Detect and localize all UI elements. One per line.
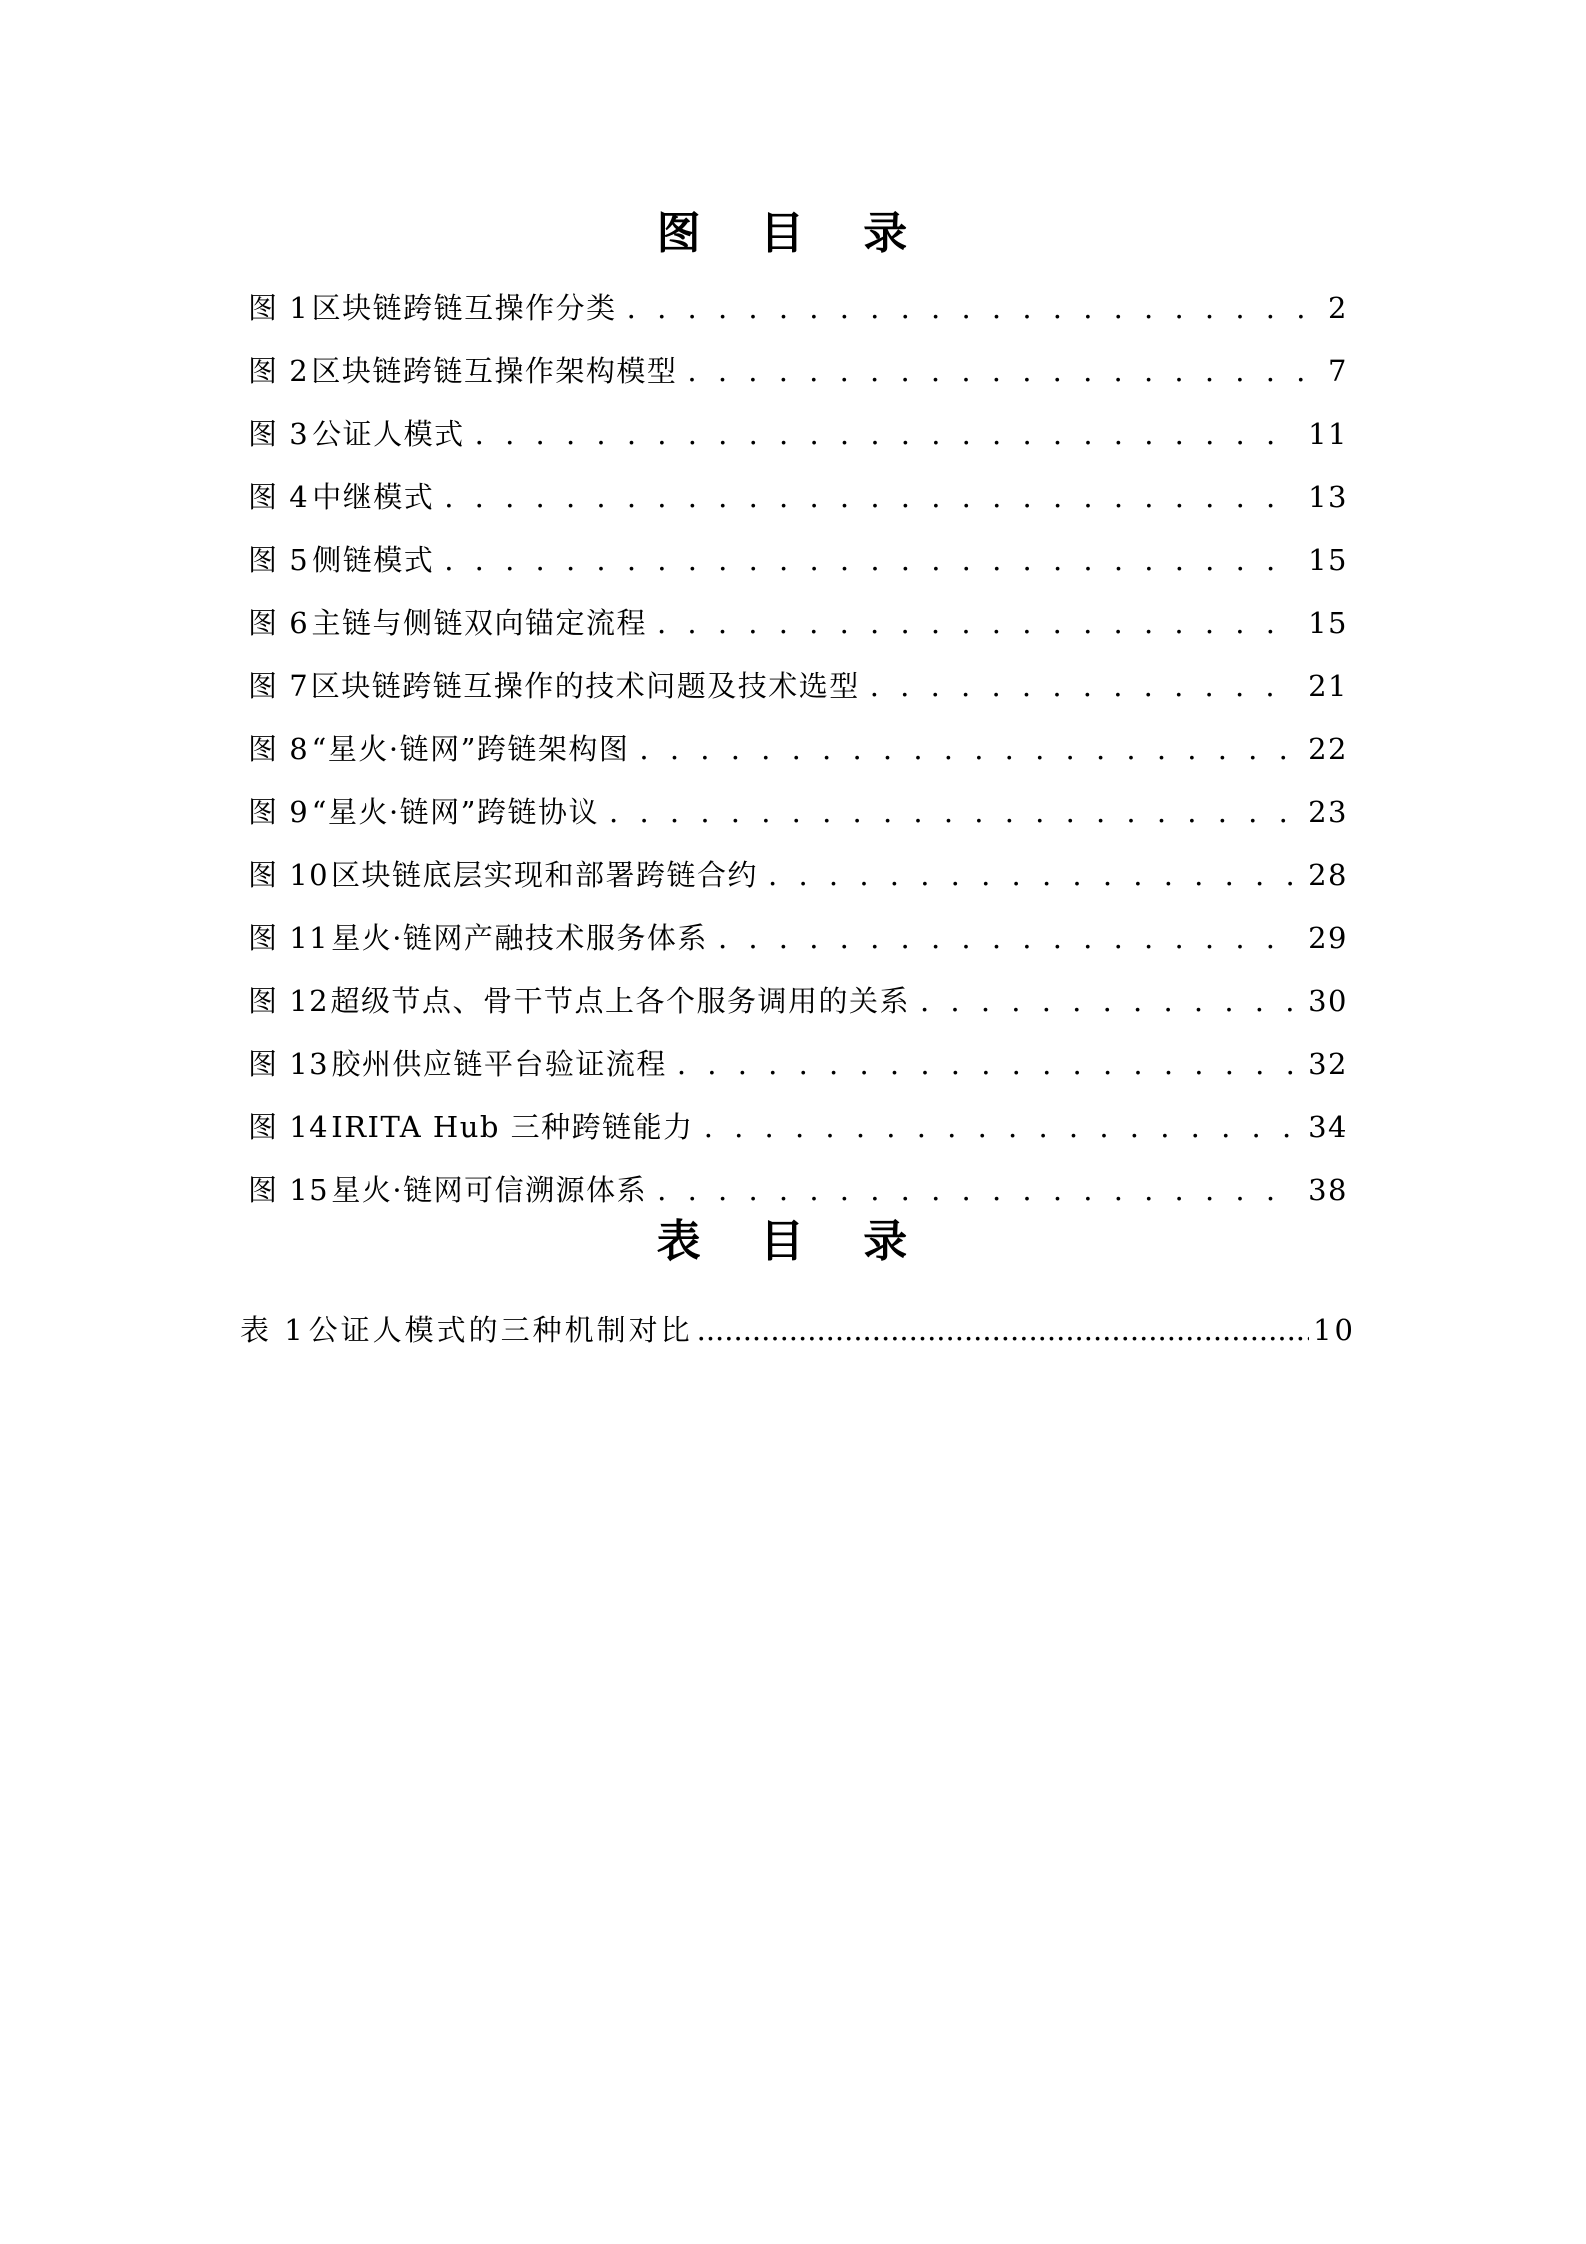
entry-label: 图 11 — [248, 921, 330, 955]
figure-toc-entry[interactable] — [248, 664, 1348, 727]
table-toc-heading: 表 目 录 — [656, 1216, 930, 1267]
figure-toc-entry[interactable] — [248, 475, 1348, 538]
entry-page-number: 23 — [1308, 795, 1348, 829]
entry-label: 图 4 — [248, 480, 310, 514]
entry-page-number: 15 — [1308, 543, 1348, 577]
entry-title: 超级节点、骨干节点上各个服务调用的关系 — [330, 984, 910, 1018]
figure-toc-entry[interactable] — [248, 979, 1348, 1042]
dot-leader — [444, 543, 1298, 577]
table-toc-entry[interactable] — [240, 1308, 1356, 1371]
entry-page-number: 2 — [1328, 291, 1348, 325]
entry-label: 表 1 — [240, 1313, 306, 1347]
entry-title: 区块链跨链互操作分类 — [311, 291, 617, 325]
dot-leader — [677, 1047, 1298, 1081]
entry-page-number: 28 — [1308, 858, 1348, 892]
table-toc-list — [240, 1308, 1356, 1371]
dot-leader — [718, 921, 1298, 955]
entry-title: “星火·链网”跨链架构图 — [311, 732, 630, 766]
dot-leader — [657, 606, 1298, 640]
entry-title: 公证人模式的三种机制对比 — [308, 1313, 693, 1347]
entry-label: 图 13 — [248, 1047, 330, 1081]
entry-page-number: 34 — [1308, 1110, 1348, 1144]
entry-page-number: 22 — [1308, 732, 1348, 766]
entry-title: 公证人模式 — [312, 417, 465, 451]
figure-toc-entry[interactable] — [248, 286, 1348, 349]
figure-toc-entry[interactable] — [248, 1105, 1348, 1168]
dot-leader — [768, 858, 1298, 892]
entry-label: 图 10 — [248, 858, 330, 892]
figure-toc-entry[interactable] — [248, 349, 1348, 412]
entry-title: 中继模式 — [312, 480, 435, 514]
dot-leader — [475, 417, 1298, 451]
entry-page-number: 13 — [1308, 480, 1348, 514]
dot-leader — [609, 795, 1298, 829]
entry-label: 图 9 — [248, 795, 310, 829]
entry-title: 胶州供应链平台验证流程 — [331, 1047, 667, 1081]
dot-leader — [687, 354, 1308, 388]
entry-label: 图 2 — [248, 354, 310, 388]
entry-label: 图 7 — [248, 669, 310, 703]
entry-page-number: 21 — [1308, 669, 1348, 703]
figure-toc-entry[interactable] — [248, 601, 1348, 664]
figure-toc-list — [248, 286, 1348, 1231]
figure-toc-entry[interactable] — [248, 916, 1348, 979]
figure-toc-entry[interactable] — [248, 853, 1348, 916]
dot-leader — [920, 984, 1298, 1018]
figure-toc-heading: 图 目 录 — [656, 208, 930, 259]
entry-label: 图 5 — [248, 543, 310, 577]
entry-label: 图 3 — [248, 417, 310, 451]
dot-leader — [444, 480, 1298, 514]
figure-toc-entry[interactable] — [248, 727, 1348, 790]
entry-label: 图 14 — [248, 1110, 330, 1144]
figure-toc-entry[interactable] — [248, 538, 1348, 601]
entry-title: “星火·链网”跨链协议 — [311, 795, 600, 829]
entry-title: 星火·链网可信溯源体系 — [331, 1173, 648, 1207]
entry-label: 图 15 — [248, 1173, 330, 1207]
entry-page-number: 15 — [1308, 606, 1348, 640]
figure-toc-entry[interactable] — [248, 1042, 1348, 1105]
entry-page-number: 38 — [1308, 1173, 1348, 1207]
dot-leader — [657, 1173, 1298, 1207]
entry-title: 区块链底层实现和部署跨链合约 — [331, 858, 759, 892]
figure-toc-entry[interactable] — [248, 790, 1348, 853]
entry-title: 侧链模式 — [312, 543, 435, 577]
entry-page-number: 7 — [1328, 354, 1348, 388]
entry-label: 图 8 — [248, 732, 310, 766]
entry-page-number: 11 — [1308, 417, 1348, 451]
dot-leader — [639, 732, 1298, 766]
dot-leader — [627, 291, 1308, 325]
dot-leader — [697, 1313, 1309, 1347]
entry-title: IRITA Hub 三种跨链能力 — [331, 1110, 694, 1144]
entry-title: 主链与侧链双向锚定流程 — [311, 606, 647, 640]
entry-title: 区块链跨链互操作架构模型 — [311, 354, 678, 388]
entry-page-number: 30 — [1308, 984, 1348, 1018]
entry-page-number: 10 — [1313, 1313, 1356, 1347]
entry-label: 图 1 — [248, 291, 310, 325]
entry-page-number: 32 — [1308, 1047, 1348, 1081]
entry-label: 图 12 — [248, 984, 330, 1018]
entry-page-number: 29 — [1308, 921, 1348, 955]
dot-leader — [870, 669, 1298, 703]
entry-title: 区块链跨链互操作的技术问题及技术选型 — [310, 669, 860, 703]
entry-label: 图 6 — [248, 606, 310, 640]
dot-leader — [704, 1110, 1298, 1144]
figure-toc-entry[interactable] — [248, 412, 1348, 475]
entry-title: 星火·链网产融技术服务体系 — [331, 921, 708, 955]
